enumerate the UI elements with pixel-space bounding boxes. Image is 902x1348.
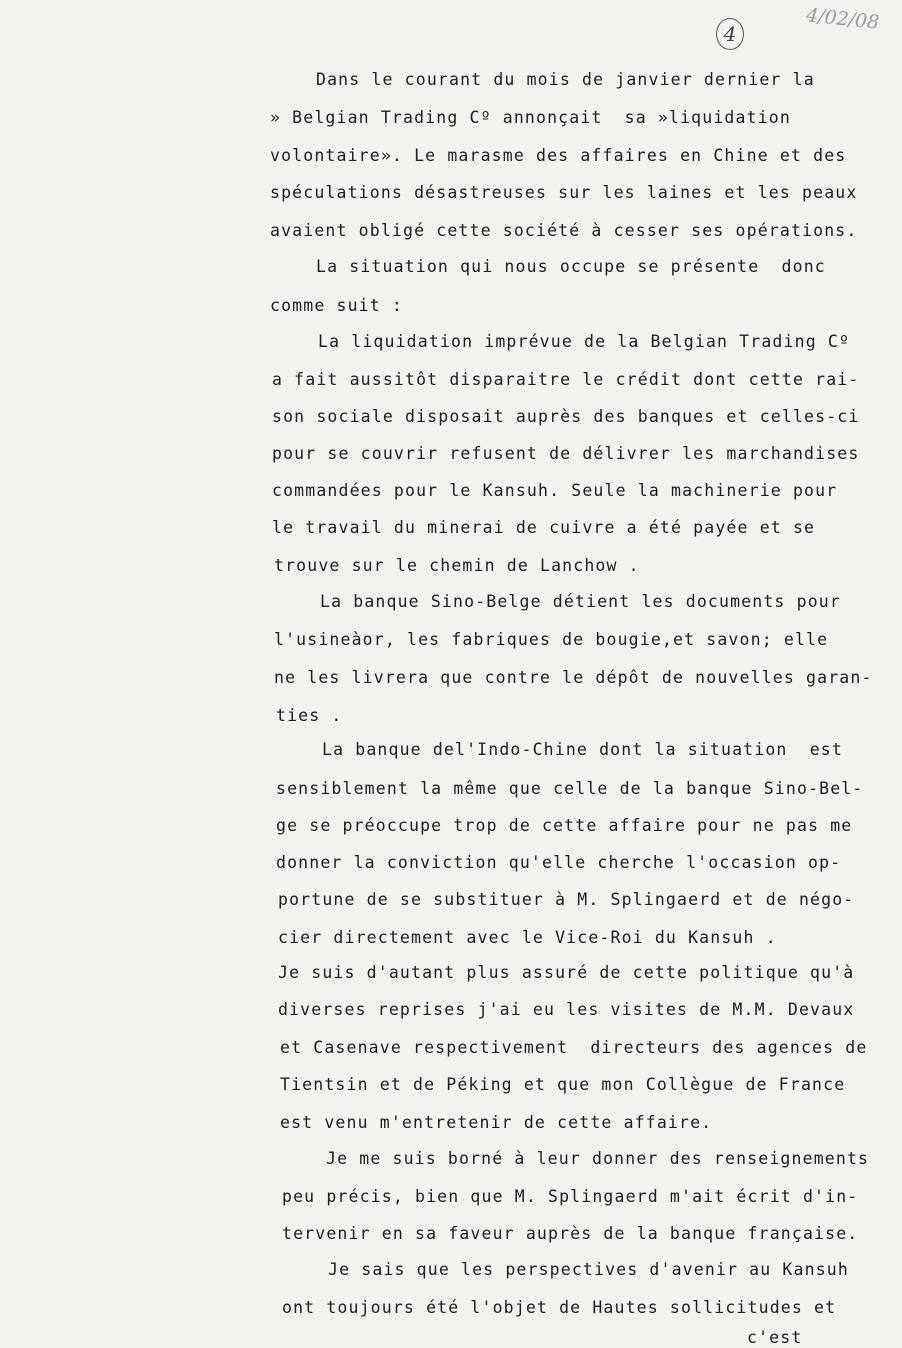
text-line: La banque Sino-Belge détient les documents pour bbox=[320, 592, 841, 611]
text-line: Je sais que les perspectives d'avenir au Kansuh bbox=[328, 1260, 849, 1279]
text-line: ties . bbox=[276, 706, 343, 725]
text-line: commandées pour le Kansuh. Seule la machinerie pour bbox=[272, 481, 838, 500]
text-line: avaient obligé cette société à cesser ses opérations. bbox=[270, 221, 858, 240]
text-line: ont toujours été l'objet de Hautes sollicitudes et bbox=[282, 1298, 837, 1317]
text-line: » Belgian Trading Cº annonçait sa »liquidation bbox=[270, 108, 791, 127]
text-line: Dans le courant du mois de janvier dernier la bbox=[316, 70, 815, 89]
text-line: sensiblement la même que celle de la banque Sino-Bel- bbox=[276, 779, 864, 798]
text-line: pour se couvrir refusent de délivrer les marchandises bbox=[272, 444, 860, 463]
text-line: diverses reprises j'ai eu les visites de M.M. Devaux bbox=[278, 1000, 855, 1019]
text-line: et Casenave respectivement directeurs des agences de bbox=[280, 1038, 868, 1057]
text-line: volontaire». Le marasme des affaires en Chine et des bbox=[270, 146, 847, 165]
text-line: portune de se substituer à M. Splingaerd et de négo- bbox=[278, 890, 855, 909]
text-line: donner la conviction qu'elle cherche l'occasion op- bbox=[276, 853, 842, 872]
text-line: le travail du minerai de cuivre a été payée et se bbox=[272, 518, 816, 537]
text-line: La liquidation imprévue de la Belgian Trading Cº bbox=[318, 332, 851, 351]
text-line: La situation qui nous occupe se présente donc bbox=[316, 257, 826, 276]
text-line: Je me suis borné à leur donner des renseignements bbox=[326, 1149, 870, 1168]
text-line: a fait aussitôt disparaitre le crédit dont cette rai- bbox=[272, 370, 860, 389]
text-line: Tientsin et de Péking et que mon Collègue de France bbox=[280, 1075, 846, 1094]
text-line: son sociale disposait auprès des banques et celles-ci bbox=[272, 407, 860, 426]
folio-number: 4 bbox=[716, 18, 744, 50]
text-line: trouve sur le chemin de Lanchow . bbox=[274, 556, 640, 575]
text-line: Je suis d'autant plus assuré de cette politique qu'à bbox=[278, 963, 855, 982]
text-line: ne les livrera que contre le dépôt de nouvelles garan- bbox=[274, 668, 873, 687]
text-line: cier directement avec le Vice-Roi du Kansuh . bbox=[278, 928, 777, 947]
text-line: est venu m'entretenir de cette affaire. bbox=[280, 1113, 713, 1132]
text-line: ge se préoccupe trop de cette affaire pour ne pas me bbox=[276, 816, 853, 835]
continuation-word: c'est bbox=[747, 1328, 803, 1347]
text-line: spéculations désastreuses sur les laines et les peaux bbox=[270, 183, 858, 202]
text-line: La banque del'Indo-Chine dont la situation est bbox=[322, 740, 843, 759]
handwritten-date: 4/02/08 bbox=[805, 4, 881, 34]
text-line: peu précis, bien que M. Splingaerd m'ait écrit d'in- bbox=[282, 1187, 859, 1206]
text-line: comme suit : bbox=[270, 296, 404, 315]
text-line: l'usineàor, les fabriques de bougie,et savon; elle bbox=[274, 630, 829, 649]
text-line: tervenir en sa faveur auprès de la banque française. bbox=[282, 1224, 859, 1243]
